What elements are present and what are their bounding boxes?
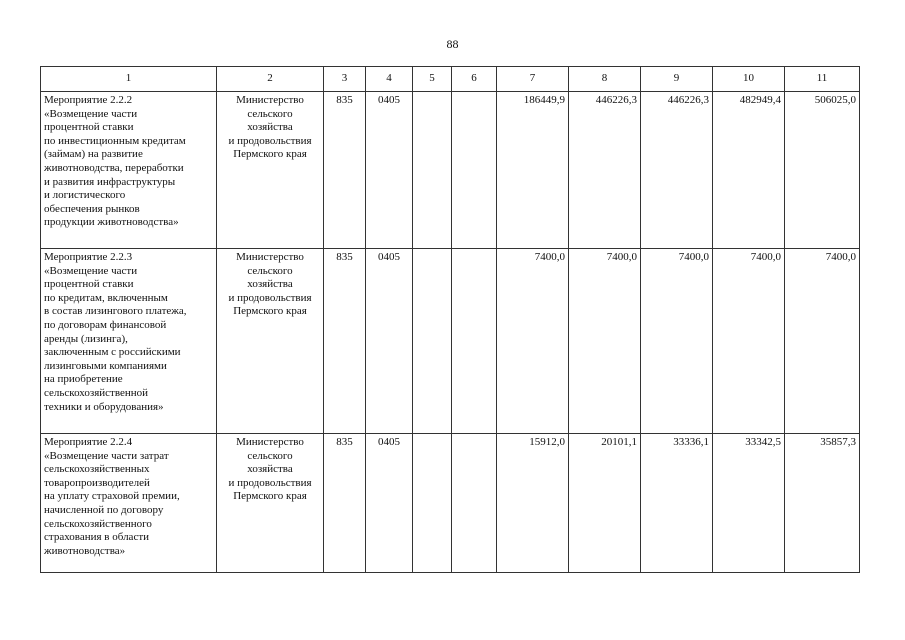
activity-name-line: продукции животноводства» [44,216,179,229]
amount-cell: 446226,3 [569,92,641,249]
amount-cell: 506025,0 [785,92,860,249]
column-header: 4 [366,67,413,92]
executor-line: сельского [247,107,293,120]
activity-name-cell [41,92,217,249]
table-row [41,92,860,249]
executor-line: Министерство [236,251,304,263]
activity-name-line: Мероприятие 2.2.3 [44,251,133,263]
table-row [41,249,860,434]
activity-name-cell [41,434,217,573]
activity-name-line: на уплату страховой премии, [44,490,180,503]
amount-cell: 15912,0 [497,434,569,573]
column-header: 10 [713,67,785,92]
amount-cell: 33342,5 [713,434,785,573]
column-header: 7 [497,67,569,92]
executor-line: хозяйства [247,463,293,476]
column-header: 1 [41,67,217,92]
activity-name-line: по инвестиционным кредитам [44,134,186,147]
column-6-cell [452,434,497,573]
budget-table [40,66,860,573]
executor-line: Министерство [236,436,304,448]
executor-line: хозяйства [247,278,293,291]
activity-name-line: процентной ставки [44,121,134,134]
executor-cell [217,92,324,249]
activity-name-line: аренды (лизинга), [44,332,128,345]
activity-name-line: (займам) на развитие [44,148,143,161]
amount-cell: 186449,9 [497,92,569,249]
activity-name-line: Мероприятие 2.2.4 [44,436,133,448]
executor-line: сельского [247,449,293,462]
activity-name-line: заключенным с российскими [44,346,181,359]
page-number: 88 [446,37,459,51]
activity-name-cell [41,249,217,434]
column-header: 11 [785,67,860,92]
table-row [41,434,860,573]
activity-name-line: животноводства, переработки [44,161,184,174]
executor-line: Министерство [236,94,304,106]
column-header: 6 [452,67,497,92]
activity-name-line: сельскохозяйственных [44,463,150,476]
activity-name-line: по договорам финансовой [44,318,167,331]
executor-line: сельского [247,264,293,277]
activity-name-line: в состав лизингового платежа, [44,305,187,318]
executor-line: и продовольствия [228,291,312,304]
executor-line: и продовольствия [228,134,312,147]
amount-cell: 7400,0 [641,249,713,434]
activity-name-line: Мероприятие 2.2.2 [44,94,133,106]
executor-line: хозяйства [247,121,293,134]
section-code-cell: 0405 [366,249,413,434]
column-6-cell [452,92,497,249]
ministry-code-cell: 835 [324,92,366,249]
column-6-cell [452,249,497,434]
amount-cell: 482949,4 [713,92,785,249]
column-5-cell [413,249,452,434]
executor-line: и продовольствия [228,476,312,489]
table-header-row [41,67,860,92]
activity-name-line: обеспечения рынков [44,202,140,215]
column-header: 2 [217,67,324,92]
ministry-code-cell: 835 [324,434,366,573]
amount-cell: 35857,3 [785,434,860,573]
amount-cell: 7400,0 [785,249,860,434]
executor-line: Пермского края [233,148,307,161]
section-code-cell: 0405 [366,434,413,573]
activity-name-line: сельскохозяйственной [44,386,149,399]
activity-name-line: «Возмещение части [44,264,138,277]
column-header: 8 [569,67,641,92]
amount-cell: 20101,1 [569,434,641,573]
executor-line: Пермского края [233,305,307,318]
executor-cell [217,249,324,434]
column-5-cell [413,434,452,573]
amount-cell: 7400,0 [497,249,569,434]
activity-name-line: начисленной по договору [44,503,164,516]
activity-name-line: «Возмещение части затрат [44,449,169,462]
activity-name-line: и развития инфраструктуры [44,175,176,188]
activity-name-line: на приобретение [44,373,123,386]
column-header: 5 [413,67,452,92]
activity-name-line: и логистического [44,189,126,202]
activity-name-line: по кредитам, включенным [44,291,168,304]
activity-name-line: страхования в области [44,531,150,544]
section-code-cell: 0405 [366,92,413,249]
column-5-cell [413,92,452,249]
activity-name-line: процентной ставки [44,278,134,291]
ministry-code-cell: 835 [324,249,366,434]
amount-cell: 33336,1 [641,434,713,573]
executor-line: Пермского края [233,490,307,503]
activity-name-line: техники и оборудования» [44,400,164,413]
activity-name-line: товаропроизводителей [44,476,150,489]
activity-name-line: «Возмещение части [44,107,138,120]
amount-cell: 7400,0 [569,249,641,434]
amount-cell: 446226,3 [641,92,713,249]
activity-name-line: лизинговыми компаниями [44,359,167,372]
activity-name-line: сельскохозяйственного [44,517,152,530]
column-header: 3 [324,67,366,92]
column-header: 9 [641,67,713,92]
amount-cell: 7400,0 [713,249,785,434]
activity-name-line: животноводства» [44,544,126,557]
executor-cell [217,434,324,573]
